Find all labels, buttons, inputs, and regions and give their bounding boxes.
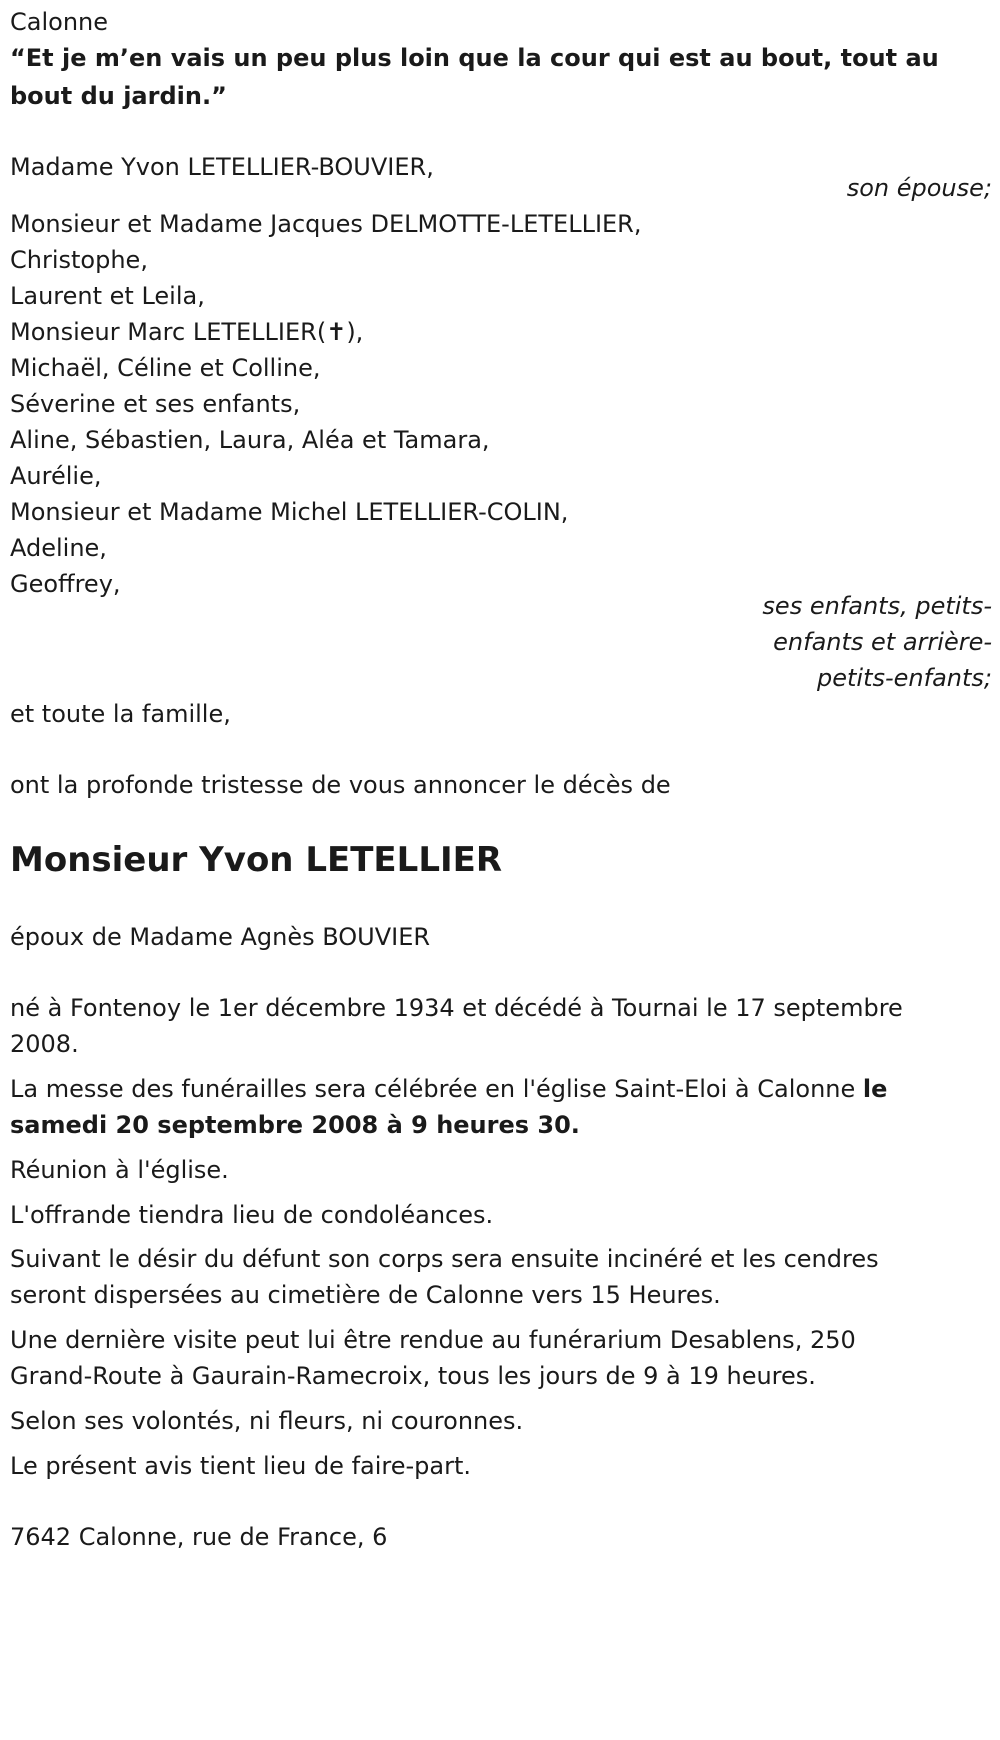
mass-text: La messe des funérailles sera célébrée en l'église Saint-Eloi à Calonne: [10, 1075, 863, 1103]
address: 7642 Calonne, rue de France, 6: [10, 1523, 388, 1551]
notice-note: Le présent avis tient lieu de faire-part.: [10, 1452, 472, 1480]
family-member: Aline, Sébastien, Laura, Aléa et Tamara,: [10, 426, 490, 454]
family-member: Christophe,: [10, 246, 148, 274]
family-member: Monsieur et Madame Michel LETELLIER-COLIN,: [10, 498, 569, 526]
family-member: Aurélie,: [10, 462, 102, 490]
quote-line-1: “Et je m’en vais un peu plus loin que la cour qui est au bout, tout au: [10, 44, 939, 72]
spouse-name: Madame Yvon LETELLIER-BOUVIER,: [10, 153, 434, 181]
deceased-name: Monsieur Yvon LETELLIER: [10, 840, 503, 880]
birth-death-line-1: né à Fontenoy le 1er décembre 1934 et décédé à Tournai le 17 septembre: [10, 994, 903, 1022]
spouse-of: époux de Madame Agnès BOUVIER: [10, 923, 431, 951]
visit-line-1: Une dernière visite peut lui être rendue au funérarium Desablens, 250: [10, 1326, 856, 1354]
announcement-intro: ont la profonde tristesse de vous annoncer le décès de: [10, 771, 671, 799]
birth-death-line-2: 2008.: [10, 1030, 79, 1058]
visit-line-2: Grand-Route à Gaurain-Ramecroix, tous les jours de 9 à 19 heures.: [10, 1362, 816, 1390]
family-member: Séverine et ses enfants,: [10, 390, 301, 418]
family-member: Michaël, Céline et Colline,: [10, 354, 321, 382]
town-name: Calonne: [10, 8, 109, 36]
meeting-note: Réunion à l'église.: [10, 1156, 229, 1184]
mass-date: samedi 20 septembre 2008 à 9 heures 30.: [10, 1111, 580, 1139]
members-role-line-3: petits-enfants;: [817, 664, 992, 692]
members-role-line-2: enfants et arrière-: [773, 628, 992, 656]
mass-date-start: le: [862, 1075, 888, 1103]
mass-line-1: [10, 1071, 887, 1107]
spouse-role: son épouse;: [846, 174, 992, 202]
family-member: Monsieur Marc LETELLIER(✝),: [10, 318, 364, 346]
quote-line-2: bout du jardin.”: [10, 82, 227, 110]
family-member: Laurent et Leila,: [10, 282, 205, 310]
offering-note: L'offrande tiendra lieu de condoléances.: [10, 1201, 494, 1229]
family-member: Geoffrey,: [10, 570, 121, 598]
flowers-note: Selon ses volontés, ni fleurs, ni couronnes.: [10, 1407, 524, 1435]
cremation-line-1: Suivant le désir du défunt son corps sera ensuite incinéré et les cendres: [10, 1245, 879, 1273]
family-line: et toute la famille,: [10, 700, 231, 728]
cremation-line-2: seront dispersées au cimetière de Calonne vers 15 Heures.: [10, 1281, 721, 1309]
members-role-line-1: ses enfants, petits-: [762, 592, 992, 620]
family-member: Adeline,: [10, 534, 107, 562]
family-member: Monsieur et Madame Jacques DELMOTTE-LETELLIER,: [10, 210, 642, 238]
